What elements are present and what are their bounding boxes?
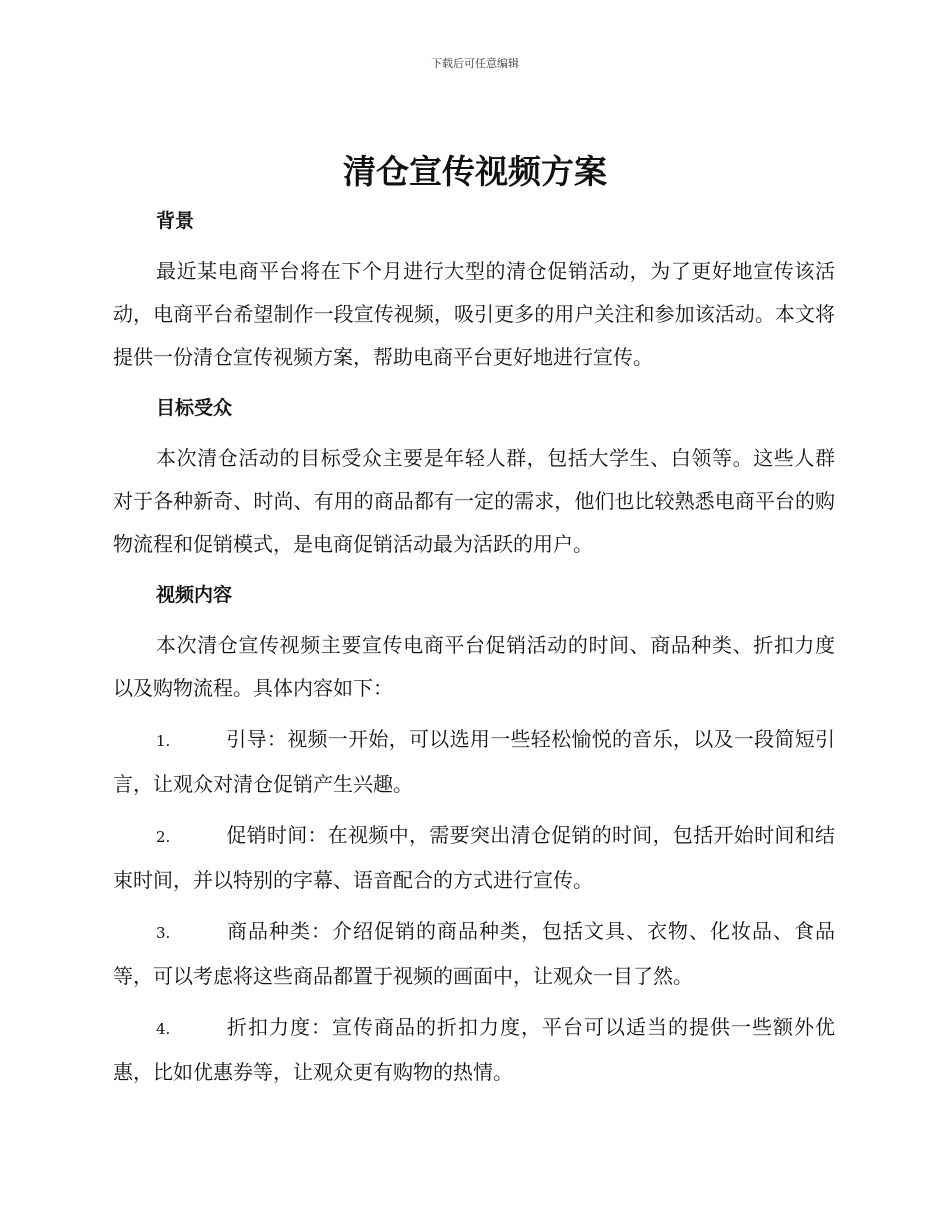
list-item-number: 4.: [156, 1020, 171, 1038]
list-item-text: 促销时间：在视频中，需要突出清仓促销的时间，包括开始时间和结束时间，并以特别的字幕、语音配合的方式进行宣传。: [113, 823, 835, 892]
list-item-number: 3.: [156, 924, 171, 942]
section-paragraph-content: 本次清仓宣传视频主要宣传电商平台促销活动的时间、商品种类、折扣力度以及购物流程。具体内容如下：: [113, 633, 835, 700]
list-item-number: 2.: [156, 828, 171, 846]
document-title: 清仓宣传视频方案: [343, 152, 607, 191]
list-item: [113, 718, 835, 806]
document-body: [113, 200, 835, 1094]
header-note: 下载后可任意编辑: [431, 57, 519, 70]
section-paragraph-background: 最近某电商平台将在下个月进行大型的清仓促销活动，为了更好地宣传该活动，电商平台希望制作一段宣传视频，吸引更多的用户关注和参加该活动。本文将提供一份清仓宣传视频方案，帮助电商平台更好地进行宣传。: [113, 259, 835, 369]
list-item: [113, 814, 835, 902]
section-paragraph-audience: 本次清仓活动的目标受众主要是年轻人群，包括大学生、白领等。这些人群对于各种新奇、时尚、有用的商品都有一定的需求，他们也比较熟悉电商平台的购物流程和促销模式，是电商促销活动最为活跃的用户。: [113, 446, 835, 556]
list-item-text: 引导：视频一开始，可以选用一些轻松愉悦的音乐，以及一段简短引言，让观众对清仓促销产生兴趣。: [113, 727, 835, 796]
list-item-text: 商品种类：介绍促销的商品种类，包括文具、衣物、化妆品、食品等，可以考虑将这些商品都置于视频的画面中，让观众一目了然。: [113, 919, 835, 988]
list-item-number: 1.: [156, 732, 171, 750]
section-heading-background: 背景: [156, 210, 195, 232]
section-heading-content: 视频内容: [156, 584, 233, 606]
section-heading-audience: 目标受众: [156, 397, 233, 419]
list-item: [113, 1006, 835, 1094]
list-item: [113, 910, 835, 998]
list-item-text: 折扣力度：宣传商品的折扣力度，平台可以适当的提供一些额外优惠，比如优惠券等，让观众更有购物的热情。: [113, 1015, 835, 1084]
